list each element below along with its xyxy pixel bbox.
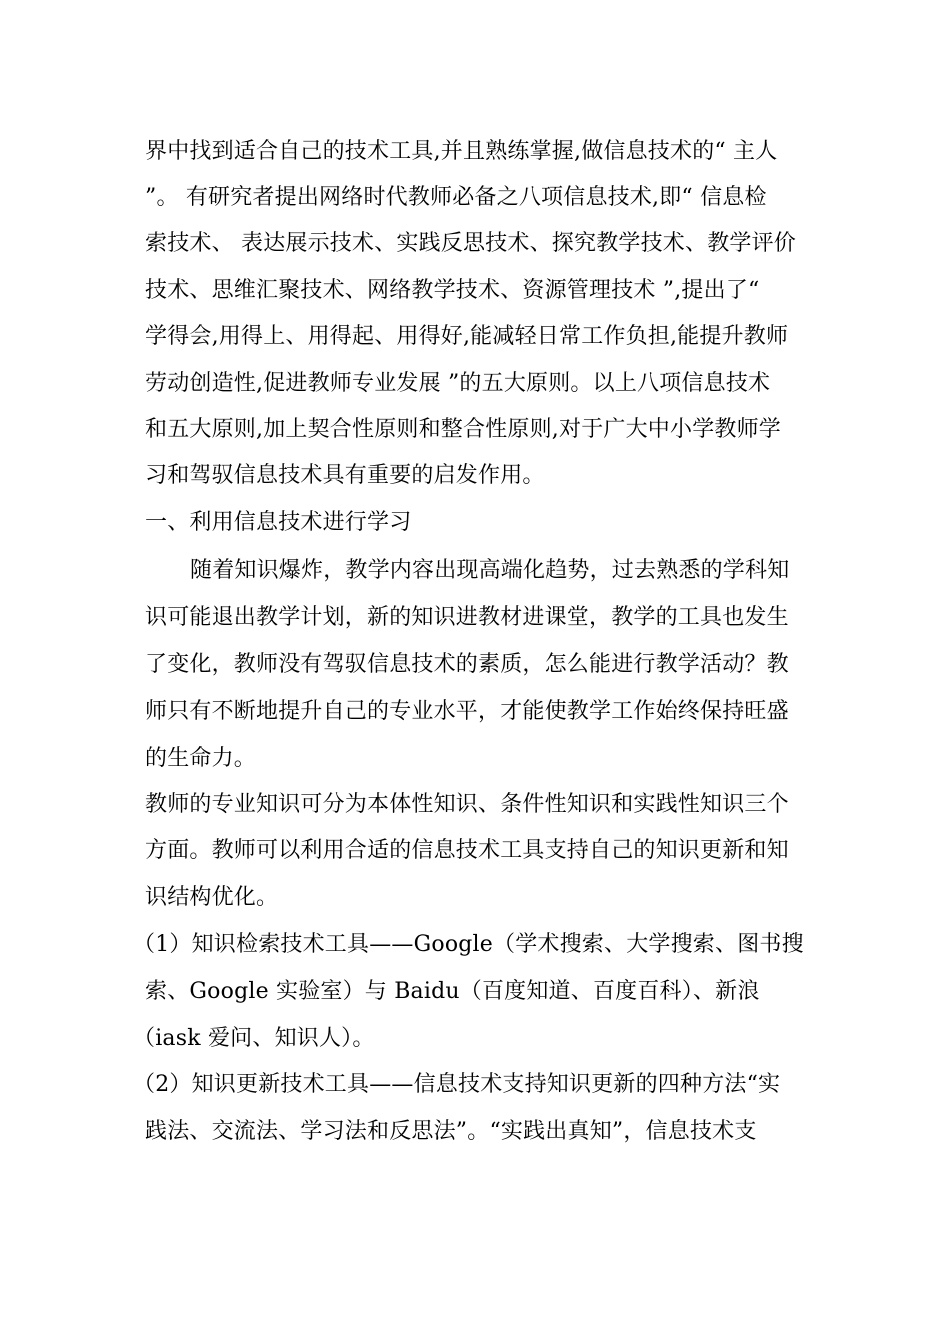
list-item-line: （1）知识检索技术工具——Google（学术搜索、大学搜索、图书搜 — [133, 932, 804, 957]
paragraph-line: 识结构优化。 — [145, 885, 279, 910]
paragraph-line: 和五大原则,加上契合性原则和整合性原则,对于广大中小学教师学 — [145, 417, 781, 442]
paragraph-line: 学得会,用得上、用得起、用得好,能减轻日常工作负担,能提升教师 — [145, 324, 789, 349]
paragraph-line: 识可能退出教学计划，新的知识进教材进课堂，教学的工具也发生 — [145, 605, 789, 630]
list-item-line: （2）知识更新技术工具——信息技术支持知识更新的四种方法“实 — [133, 1072, 781, 1097]
paragraph-line: 劳动创造性,促进教师专业发展 ”的五大原则。以上八项信息技术 — [145, 371, 771, 396]
paragraph-line: 习和驾驭信息技术具有重要的启发作用。 — [145, 463, 545, 488]
paragraph-line: 教师的专业知识可分为本体性知识、条件性知识和实践性知识三个 — [145, 792, 789, 817]
list-item-line: 索、Google 实验室）与 Baidu（百度知道、百度百科）、新浪 — [145, 979, 760, 1004]
paragraph-line: 随着知识爆炸，教学内容出现高端化趋势，过去熟悉的学科知 — [190, 558, 790, 583]
paragraph-line: 技术、思维汇聚技术、网络教学技术、资源管理技术 ”,提出了“ — [145, 278, 760, 303]
paragraph-line: 了变化，教师没有驾驭信息技术的素质，怎么能进行教学活动？教 — [145, 652, 789, 677]
paragraph-line: 界中找到适合自己的技术工具,并且熟练掌握,做信息技术的“ 主人 — [145, 139, 778, 164]
paragraph-line: 方面。教师可以利用合适的信息技术工具支持自己的知识更新和知 — [145, 838, 789, 863]
paragraph-line: 索技术、 表达展示技术、实践反思技术、探究教学技术、教学评价 — [145, 231, 796, 256]
paragraph-line: 师只有不断地提升自己的专业水平，才能使教学工作始终保持旺盛 — [145, 699, 789, 724]
list-item-line: （iask 爱问、知识人）。 — [133, 1026, 375, 1051]
paragraph-line: 的生命力。 — [145, 746, 257, 771]
list-item-line: 践法、交流法、学习法和反思法”。“实践出真知”，信息技术支 — [145, 1119, 757, 1144]
section-heading: 一、利用信息技术进行学习 — [145, 510, 412, 535]
paragraph-line: ”。 有研究者提出网络时代教师必备之八项信息技术,即“ 信息检 — [145, 185, 767, 210]
